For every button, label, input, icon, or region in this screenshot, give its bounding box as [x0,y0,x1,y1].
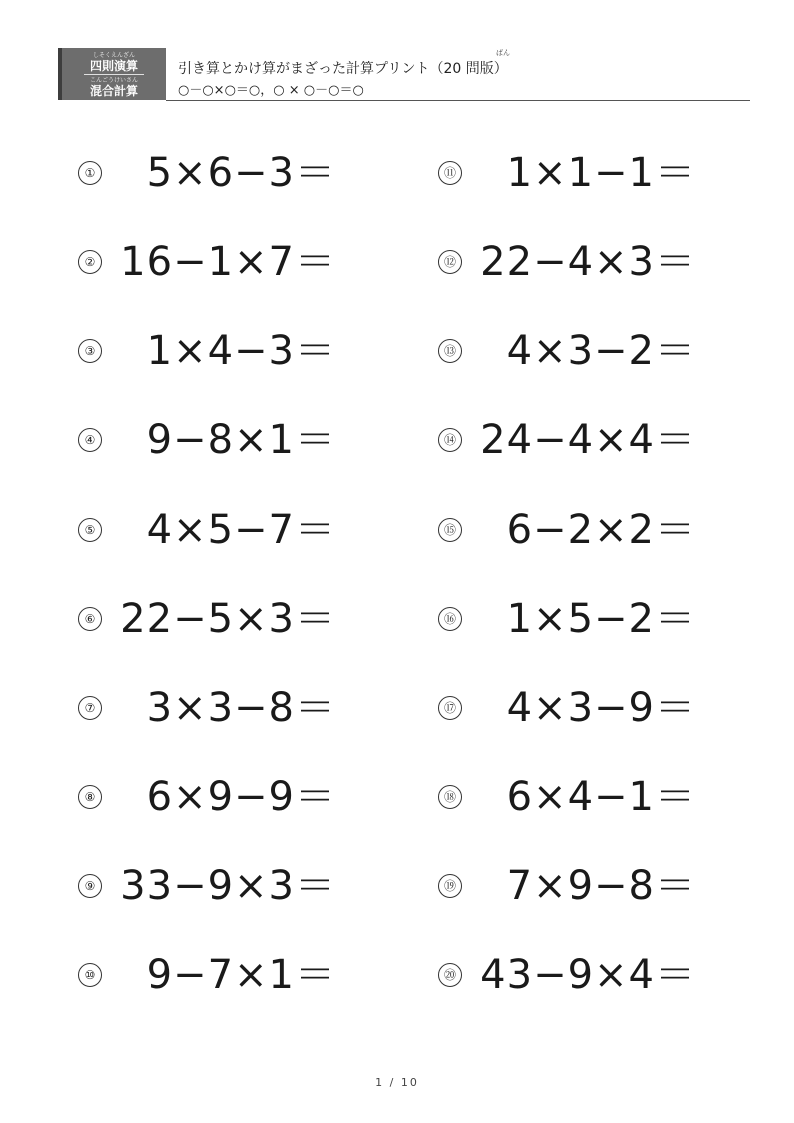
problem-expression: 16−1×7＝ [120,239,336,285]
problem-item [438,237,696,287]
problem-number: ⑬ [438,339,462,363]
problem-expression: 22−4×3＝ [480,239,696,285]
badge-bottom-ruby: こんごうけいさん [89,77,138,84]
problem-item [78,683,336,733]
badge-bottom-label: 混合計算 [89,84,138,98]
problem-number: ⑪ [438,161,462,185]
problem-number: ⑱ [438,785,462,809]
badge-top-ruby: しそくえんざん [92,52,135,59]
problem-number: ⑥ [78,607,102,631]
problem-number: ③ [78,339,102,363]
problem-item [438,594,696,644]
problem-number: ⑭ [438,428,462,452]
problem-number: ⑲ [438,874,462,898]
problem-number: ⑤ [78,518,102,542]
problem-expression: 5×6−3＝ [146,150,336,196]
problem-expression: 3×3−8＝ [146,685,336,731]
badge-top-label: 四則演算 [89,59,138,73]
problem-item [78,594,336,644]
problem-expression: 6×9−9＝ [146,774,336,820]
problem-number: ① [78,161,102,185]
page-number: 1 / 10 [375,1076,419,1089]
problem-item [78,237,336,287]
problem-item [78,148,336,198]
problem-item [438,415,696,465]
problem-number: ⑰ [438,696,462,720]
problem-expression: 24−4×4＝ [480,417,696,463]
problem-expression: 4×5−7＝ [146,507,336,553]
problem-item [78,950,336,1000]
problem-number: ④ [78,428,102,452]
problem-expression: 7×9−8＝ [506,863,696,909]
problem-expression: 43−9×4＝ [480,952,696,998]
problem-item [438,861,696,911]
problem-expression: 33−9×3＝ [120,863,336,909]
problem-expression: 22−5×3＝ [120,596,336,642]
problem-expression: 1×4−3＝ [146,328,336,374]
problem-expression: 9−7×1＝ [146,952,336,998]
problem-number: ⑯ [438,607,462,631]
problem-number: ⑳ [438,963,462,987]
problem-number: ⑮ [438,518,462,542]
problem-number: ② [78,250,102,274]
problem-expression: 1×5−2＝ [506,596,696,642]
problem-item [78,415,336,465]
problem-number: ⑧ [78,785,102,809]
problem-expression: 4×3−2＝ [506,328,696,374]
problem-item [438,326,696,376]
problem-expression: 6−2×2＝ [506,507,696,553]
problem-item [438,772,696,822]
problem-expression: 1×1−1＝ [506,150,696,196]
problem-item [78,326,336,376]
problem-expression: 9−8×1＝ [146,417,336,463]
title-ruby: ばん [496,49,510,57]
problem-item [78,861,336,911]
worksheet-title: 引き算とかけ算がまざった計算プリント（20 問版） [178,61,508,77]
problem-item [78,772,336,822]
problem-item [78,505,336,555]
problem-expression: 4×3−9＝ [506,685,696,731]
worksheet-subtitle: ○－○×○＝○，○ × ○－○＝○ [178,83,364,98]
problem-item [438,950,696,1000]
problem-item [438,505,696,555]
problem-number: ⑨ [78,874,102,898]
problem-item [438,683,696,733]
problem-number: ⑦ [78,696,102,720]
problem-expression: 6×4−1＝ [506,774,696,820]
problem-number: ⑩ [78,963,102,987]
problem-item [438,148,696,198]
problem-number: ⑫ [438,250,462,274]
